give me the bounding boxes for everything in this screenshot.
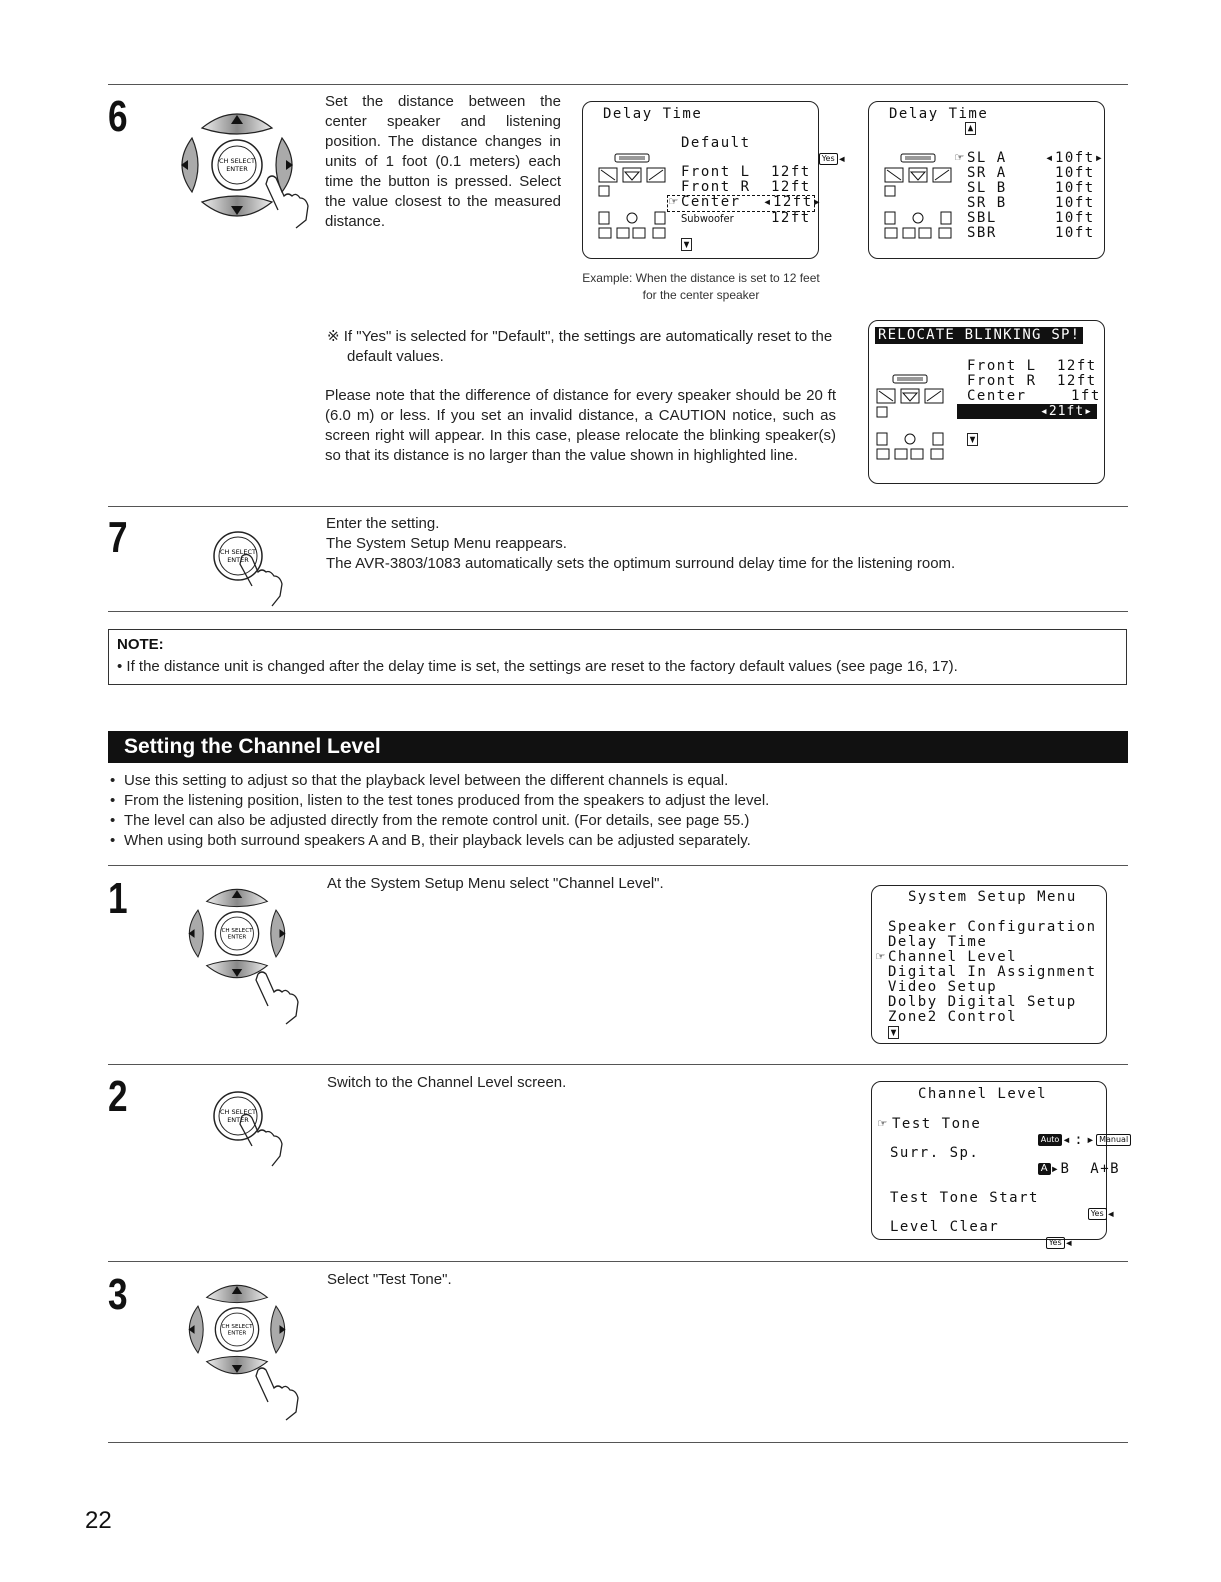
- note-box: [108, 629, 1127, 685]
- osd-row-3-label: SR B: [967, 195, 1007, 211]
- osd-test-tone-options: Auto ◂ : ▸ Manual: [998, 1116, 1131, 1164]
- osd-subwoofer: Subwoofer: [992, 420, 1051, 433]
- osd-front-l-value: 12ft: [771, 164, 811, 180]
- step-6-number: 6: [108, 92, 128, 141]
- osd-menu-item-delay-time: Delay Time: [888, 934, 988, 950]
- osd-row-1-value: 10ft: [1055, 165, 1095, 181]
- osd-test-tone-start-yes: Yes ◂: [1048, 1190, 1117, 1238]
- note-text-body: If the distance unit is changed after the delay time is set, the settings are reset to the factory default values (see page 16, 17).: [126, 658, 958, 675]
- osd-subwoofer-value: 12ft: [771, 210, 811, 226]
- osd-center-value: 12ft: [772, 194, 813, 210]
- osd-row-2-value: 10ft: [1055, 180, 1095, 196]
- osd-center-value-wrap: ◂12ft▸: [763, 194, 823, 210]
- step-7-number: 7: [108, 513, 128, 562]
- step-7-line-3: The AVR-3803/1083 automatically sets the optimum surround delay time for the listening room.: [326, 555, 956, 572]
- osd-front-r: Front R: [967, 373, 1037, 389]
- caption-line-1: Example: When the distance is set to 12 feet: [582, 271, 820, 285]
- osd-row-4-value: 10ft: [1055, 210, 1095, 226]
- osd-surr-sp: Surr. Sp.: [890, 1145, 980, 1161]
- osd-default-yes: Yes ◂: [779, 135, 848, 183]
- osd-menu-item-dolby-digital-setup: Dolby Digital Setup: [888, 994, 1077, 1010]
- step-3-rule: [108, 1261, 1128, 1262]
- yes-icon: Yes: [1046, 1237, 1065, 1249]
- step-7-rule: [108, 506, 1128, 507]
- osd-system-setup-menu: [871, 885, 1107, 1044]
- osd-menu-item-channel-level: Channel Level: [888, 949, 1018, 965]
- osd-row-1-label: SR A: [967, 165, 1007, 181]
- osd-menu-item-video-setup: Video Setup: [888, 979, 998, 995]
- step-3-dpad-remote: [172, 1272, 322, 1422]
- osd-delay-time-surround: [868, 101, 1105, 259]
- top-rule: [108, 84, 1128, 85]
- down-arrow-icon: [888, 1026, 899, 1039]
- osd-title: Channel Level: [918, 1086, 1048, 1102]
- osd-level-clear: Level Clear: [890, 1219, 1000, 1235]
- osd-delay-time-front: [582, 101, 848, 259]
- osd-caution-banner: RELOCATE BLINKING SP!: [875, 327, 1083, 344]
- osd-surr-options: A ▸B A+B: [998, 1145, 1120, 1193]
- bullet-item: • The level can also be adjusted directly from the remote control unit. (For details, see page 55.): [108, 811, 1118, 831]
- osd-test-tone: Test Tone: [892, 1116, 982, 1132]
- osd-row-0-label: SL A: [967, 150, 1007, 166]
- osd-menu-title: System Setup Menu: [908, 889, 1077, 905]
- yes-icon: Yes: [819, 153, 838, 165]
- manual-icon: Manual: [1096, 1134, 1131, 1146]
- step-3-number: 3: [108, 1270, 128, 1319]
- distance-caution-paragraph: Please note that the difference of distance for every speaker should be 20 ft (6.0 m) or less. If you set an invalid distance, a CAUTION notice, such as screen right will appear. In this case, please relocate the blinking speaker(s) so that its distance is no larger than the value shown in highlighted line.: [325, 387, 836, 464]
- bullet-item: • When using both surround speakers A and B, their playback levels can be adjusted separately.: [108, 831, 1118, 851]
- cursor-icon: ☞: [669, 194, 679, 210]
- speaker-layout-icon: [597, 150, 667, 240]
- osd-channel-level: [871, 1081, 1129, 1251]
- osd-row-3-value: 10ft: [1055, 195, 1095, 211]
- osd-subwoofer-value: 21ft: [1048, 404, 1085, 419]
- cursor-icon: ☞: [876, 949, 886, 965]
- osd-front-l-value: 12ft: [1057, 358, 1097, 374]
- step-7-text: [326, 514, 1116, 574]
- step-2-rule: [108, 1064, 1128, 1065]
- section-rule: [108, 865, 1128, 866]
- pointing-hand-icon: [252, 966, 302, 1026]
- osd-test-tone-start: Test Tone Start: [890, 1190, 1039, 1206]
- step-3-text: Select "Test Tone".: [327, 1271, 452, 1288]
- enter-button-hand-icon: [198, 1080, 298, 1170]
- a-icon: A: [1038, 1163, 1051, 1175]
- osd-highlight-row: [957, 404, 1097, 433]
- speaker-layout-icon: [875, 371, 945, 461]
- step-1-number: 1: [108, 874, 128, 923]
- bottom-rule: [108, 1442, 1128, 1443]
- osd-menu-item-speaker-configuration: Speaker Configuration: [888, 919, 1097, 935]
- osd-row-0-value: 10ft: [1054, 150, 1095, 166]
- step-7-line-1: Enter the setting.: [326, 515, 440, 532]
- osd-subwoofer-value-wrap: ◂21ft▸: [1040, 404, 1093, 419]
- osd-menu-item-digital-in-assignment: Digital In Assignment: [888, 964, 1097, 980]
- enter-button-hand-icon: [198, 520, 298, 610]
- step-1-text: At the System Setup Menu select "Channel Level".: [327, 875, 664, 892]
- osd-center: Center: [967, 388, 1027, 404]
- example-caption: [555, 270, 847, 304]
- osd-menu-item-zone2-control: Zone2 Control: [888, 1009, 1018, 1025]
- osd-row-5-label: SBR: [967, 225, 997, 241]
- speaker-layout-icon: [883, 150, 953, 240]
- step-2-number: 2: [108, 1072, 128, 1121]
- auto-icon: Auto: [1038, 1134, 1063, 1146]
- osd-row-0-value-wrap: ◂10ft▸: [1045, 150, 1105, 166]
- default-reset-note: ※ If "Yes" is selected for "Default", the settings are automatically reset to the default values.: [327, 328, 833, 365]
- step-6-text: Set the distance between the center speaker and listening position. The distance changes in units of 1 foot (0.1 meters) each time the button is pressed. Select the value closest to the measured distance.: [325, 93, 561, 230]
- section-bullets: [108, 771, 1118, 851]
- caption-line-2: for the center speaker: [642, 288, 760, 302]
- page-number: 22: [85, 1507, 112, 1534]
- osd-title: Delay Time: [889, 106, 989, 122]
- bullet-item: • From the listening position, listen to the test tones produced from the speakers to adjust the level.: [108, 791, 1118, 811]
- osd-row-5-value: 10ft: [1055, 225, 1095, 241]
- bullet-item: • Use this setting to adjust so that the playback level between the different channels is equal.: [108, 771, 1118, 791]
- step-7-bottom-rule: [108, 611, 1128, 612]
- osd-front-r-value: 12ft: [1057, 373, 1097, 389]
- down-arrow-icon: [681, 238, 692, 251]
- note-title: NOTE:: [117, 636, 164, 653]
- osd-front-l: Front L: [681, 164, 751, 180]
- osd-front-r: Front R: [681, 179, 751, 195]
- osd-default-label: Default: [681, 135, 751, 151]
- section-title: Setting the Channel Level: [108, 731, 1128, 763]
- note-bullet: •: [117, 658, 127, 675]
- pointing-hand-icon: [262, 170, 312, 230]
- osd-row-2-label: SL B: [967, 180, 1007, 196]
- up-arrow-icon: [965, 122, 976, 135]
- step-2-text: Switch to the Channel Level screen.: [327, 1074, 567, 1091]
- osd-front-r-value: 12ft: [771, 179, 811, 195]
- osd-center: Center: [681, 194, 741, 210]
- osd-relocate-caution: [868, 320, 1105, 484]
- osd-front-l: Front L: [967, 358, 1037, 374]
- osd-level-clear-yes: Yes ◂: [1006, 1219, 1075, 1267]
- osd-center-value: 1ft: [1071, 388, 1101, 404]
- step-1-dpad-remote: [172, 876, 322, 1026]
- osd-row-4-label: SBL: [967, 210, 997, 226]
- yes-icon: Yes: [1088, 1208, 1107, 1220]
- step-6-dpad-remote: [162, 100, 312, 230]
- osd-subwoofer: Subwoofer: [681, 212, 734, 225]
- cursor-icon: ☞: [955, 150, 965, 166]
- osd-surr-options-text: B A+B: [1060, 1161, 1121, 1177]
- osd-title: Delay Time: [603, 106, 703, 122]
- note-text: [117, 657, 1117, 677]
- step-7-line-2: The System Setup Menu reappears.: [326, 535, 567, 552]
- down-arrow-icon: [967, 433, 978, 446]
- pointing-hand-icon: [252, 1362, 302, 1422]
- cursor-icon: ☞: [985, 420, 993, 433]
- cursor-icon: ☞: [878, 1116, 888, 1132]
